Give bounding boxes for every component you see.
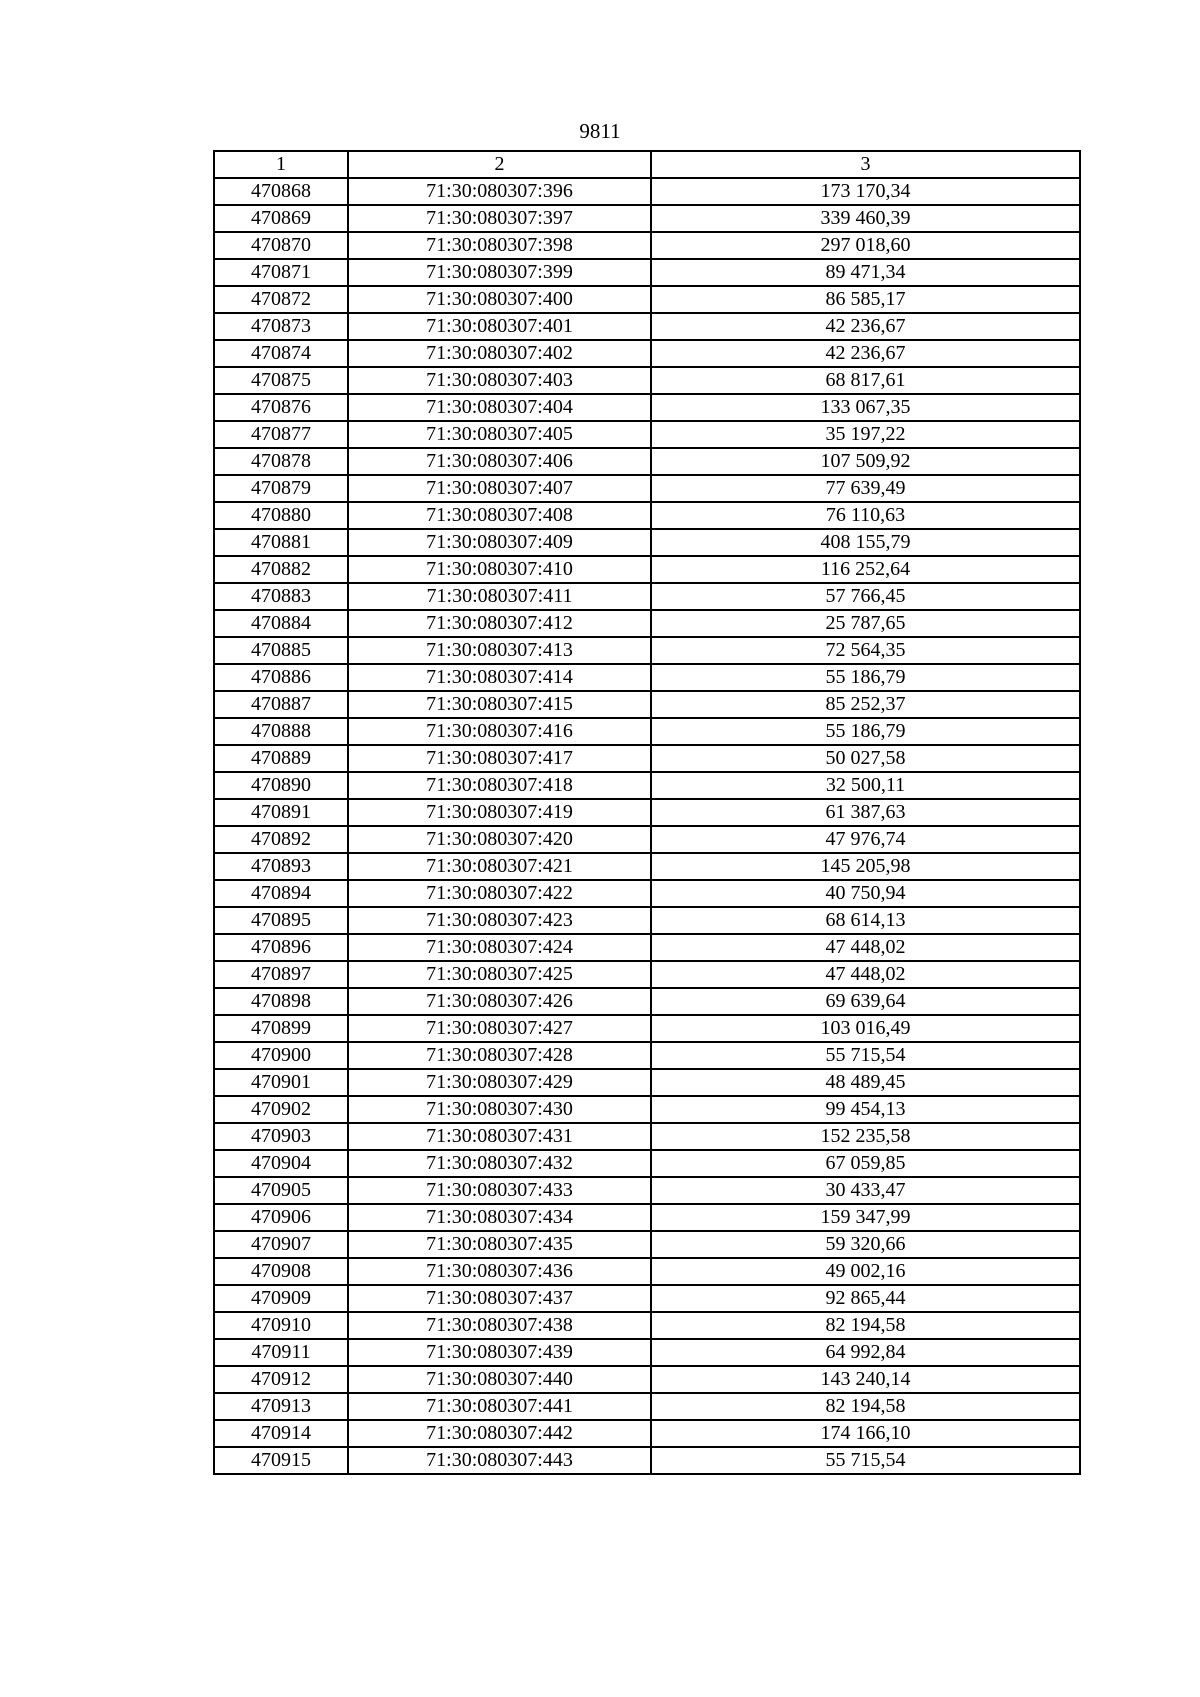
cadastral-number-cell: 71:30:080307:425 xyxy=(348,961,651,988)
row-number-cell: 470870 xyxy=(214,232,348,259)
table-row xyxy=(214,448,1080,475)
table-row xyxy=(214,1231,1080,1258)
cadastral-value-cell: 133 067,35 xyxy=(651,394,1080,421)
table-row xyxy=(214,421,1080,448)
cadastral-value-cell: 76 110,63 xyxy=(651,502,1080,529)
row-number-cell: 470912 xyxy=(214,1366,348,1393)
table-row xyxy=(214,961,1080,988)
cadastral-value-cell: 92 865,44 xyxy=(651,1285,1080,1312)
row-number-cell: 470878 xyxy=(214,448,348,475)
table-row xyxy=(214,1447,1080,1474)
row-number-cell: 470911 xyxy=(214,1339,348,1366)
table-row xyxy=(214,826,1080,853)
cadastral-number-cell: 71:30:080307:417 xyxy=(348,745,651,772)
cadastral-value-cell: 35 197,22 xyxy=(651,421,1080,448)
row-number-cell: 470874 xyxy=(214,340,348,367)
cadastral-number-cell: 71:30:080307:432 xyxy=(348,1150,651,1177)
cadastral-number-cell: 71:30:080307:437 xyxy=(348,1285,651,1312)
cadastral-value-cell: 55 186,79 xyxy=(651,664,1080,691)
cadastral-value-cell: 47 448,02 xyxy=(651,934,1080,961)
cadastral-value-cell: 64 992,84 xyxy=(651,1339,1080,1366)
table-row xyxy=(214,1096,1080,1123)
cadastral-number-cell: 71:30:080307:411 xyxy=(348,583,651,610)
table-row xyxy=(214,529,1080,556)
table-row xyxy=(214,745,1080,772)
row-number-cell: 470885 xyxy=(214,637,348,664)
page-number: 9811 xyxy=(579,119,621,143)
table-row xyxy=(214,1285,1080,1312)
row-number-cell: 470905 xyxy=(214,1177,348,1204)
cadastral-number-cell: 71:30:080307:397 xyxy=(348,205,651,232)
cadastral-number-cell: 71:30:080307:404 xyxy=(348,394,651,421)
table-row xyxy=(214,178,1080,205)
cadastral-number-cell: 71:30:080307:409 xyxy=(348,529,651,556)
cadastral-number-cell: 71:30:080307:443 xyxy=(348,1447,651,1474)
table-row xyxy=(214,610,1080,637)
row-number-cell: 470876 xyxy=(214,394,348,421)
cadastral-number-cell: 71:30:080307:412 xyxy=(348,610,651,637)
row-number-cell: 470900 xyxy=(214,1042,348,1069)
cadastral-value-cell: 82 194,58 xyxy=(651,1393,1080,1420)
table-row xyxy=(214,583,1080,610)
row-number-cell: 470873 xyxy=(214,313,348,340)
table-row xyxy=(214,1312,1080,1339)
cadastral-value-cell: 159 347,99 xyxy=(651,1204,1080,1231)
row-number-cell: 470888 xyxy=(214,718,348,745)
cadastral-value-cell: 173 170,34 xyxy=(651,178,1080,205)
table-row xyxy=(214,394,1080,421)
table-row xyxy=(214,232,1080,259)
row-number-cell: 470881 xyxy=(214,529,348,556)
table-row xyxy=(214,988,1080,1015)
table-row xyxy=(214,286,1080,313)
table-row xyxy=(214,664,1080,691)
row-number-cell: 470903 xyxy=(214,1123,348,1150)
cadastral-value-cell: 55 186,79 xyxy=(651,718,1080,745)
row-number-cell: 470872 xyxy=(214,286,348,313)
table-row xyxy=(214,259,1080,286)
cadastral-number-cell: 71:30:080307:403 xyxy=(348,367,651,394)
cadastral-number-cell: 71:30:080307:414 xyxy=(348,664,651,691)
cadastral-value-cell: 68 614,13 xyxy=(651,907,1080,934)
cadastral-number-cell: 71:30:080307:418 xyxy=(348,772,651,799)
table-row xyxy=(214,1204,1080,1231)
row-number-cell: 470887 xyxy=(214,691,348,718)
cadastral-value-cell: 85 252,37 xyxy=(651,691,1080,718)
table-body xyxy=(214,178,1080,1474)
row-number-cell: 470915 xyxy=(214,1447,348,1474)
cadastral-number-cell: 71:30:080307:439 xyxy=(348,1339,651,1366)
row-number-cell: 470882 xyxy=(214,556,348,583)
row-number-cell: 470906 xyxy=(214,1204,348,1231)
cadastral-value-cell: 89 471,34 xyxy=(651,259,1080,286)
cadastral-value-cell: 48 489,45 xyxy=(651,1069,1080,1096)
cadastral-value-table xyxy=(213,150,1081,1475)
cadastral-value-cell: 152 235,58 xyxy=(651,1123,1080,1150)
table-row xyxy=(214,1393,1080,1420)
row-number-cell: 470871 xyxy=(214,259,348,286)
cadastral-number-cell: 71:30:080307:408 xyxy=(348,502,651,529)
cadastral-number-cell: 71:30:080307:405 xyxy=(348,421,651,448)
cadastral-value-cell: 61 387,63 xyxy=(651,799,1080,826)
cadastral-value-cell: 408 155,79 xyxy=(651,529,1080,556)
cadastral-number-cell: 71:30:080307:438 xyxy=(348,1312,651,1339)
cadastral-number-cell: 71:30:080307:431 xyxy=(348,1123,651,1150)
table-row xyxy=(214,772,1080,799)
row-number-cell: 470909 xyxy=(214,1285,348,1312)
cadastral-value-cell: 55 715,54 xyxy=(651,1447,1080,1474)
table-row xyxy=(214,1258,1080,1285)
table-row xyxy=(214,1015,1080,1042)
column-header-1: 1 xyxy=(214,151,348,178)
table-row xyxy=(214,1420,1080,1447)
row-number-cell: 470895 xyxy=(214,907,348,934)
row-number-cell: 470875 xyxy=(214,367,348,394)
table-row xyxy=(214,1150,1080,1177)
table-row xyxy=(214,502,1080,529)
cadastral-number-cell: 71:30:080307:434 xyxy=(348,1204,651,1231)
cadastral-value-cell: 99 454,13 xyxy=(651,1096,1080,1123)
cadastral-value-cell: 25 787,65 xyxy=(651,610,1080,637)
column-header-3: 3 xyxy=(651,151,1080,178)
row-number-cell: 470879 xyxy=(214,475,348,502)
cadastral-number-cell: 71:30:080307:440 xyxy=(348,1366,651,1393)
cadastral-number-cell: 71:30:080307:413 xyxy=(348,637,651,664)
cadastral-number-cell: 71:30:080307:424 xyxy=(348,934,651,961)
cadastral-value-cell: 297 018,60 xyxy=(651,232,1080,259)
cadastral-value-cell: 116 252,64 xyxy=(651,556,1080,583)
table-row xyxy=(214,1069,1080,1096)
header-row xyxy=(214,151,1080,178)
table-row xyxy=(214,1339,1080,1366)
table-row xyxy=(214,799,1080,826)
cadastral-number-cell: 71:30:080307:419 xyxy=(348,799,651,826)
cadastral-value-cell: 40 750,94 xyxy=(651,880,1080,907)
row-number-cell: 470880 xyxy=(214,502,348,529)
table-row xyxy=(214,853,1080,880)
row-number-cell: 470897 xyxy=(214,961,348,988)
table-row xyxy=(214,907,1080,934)
table-row xyxy=(214,205,1080,232)
row-number-cell: 470890 xyxy=(214,772,348,799)
cadastral-number-cell: 71:30:080307:426 xyxy=(348,988,651,1015)
table-row xyxy=(214,367,1080,394)
cadastral-value-cell: 145 205,98 xyxy=(651,853,1080,880)
table-row xyxy=(214,1123,1080,1150)
cadastral-number-cell: 71:30:080307:402 xyxy=(348,340,651,367)
row-number-cell: 470868 xyxy=(214,178,348,205)
cadastral-number-cell: 71:30:080307:435 xyxy=(348,1231,651,1258)
cadastral-number-cell: 71:30:080307:428 xyxy=(348,1042,651,1069)
cadastral-value-cell: 339 460,39 xyxy=(651,205,1080,232)
cadastral-value-cell: 55 715,54 xyxy=(651,1042,1080,1069)
row-number-cell: 470901 xyxy=(214,1069,348,1096)
row-number-cell: 470889 xyxy=(214,745,348,772)
cadastral-number-cell: 71:30:080307:396 xyxy=(348,178,651,205)
cadastral-value-cell: 174 166,10 xyxy=(651,1420,1080,1447)
cadastral-value-cell: 143 240,14 xyxy=(651,1366,1080,1393)
cadastral-value-cell: 68 817,61 xyxy=(651,367,1080,394)
row-number-cell: 470899 xyxy=(214,1015,348,1042)
cadastral-value-cell: 67 059,85 xyxy=(651,1150,1080,1177)
cadastral-number-cell: 71:30:080307:406 xyxy=(348,448,651,475)
row-number-cell: 470898 xyxy=(214,988,348,1015)
cadastral-number-cell: 71:30:080307:436 xyxy=(348,1258,651,1285)
cadastral-number-cell: 71:30:080307:398 xyxy=(348,232,651,259)
cadastral-value-cell: 107 509,92 xyxy=(651,448,1080,475)
cadastral-value-cell: 30 433,47 xyxy=(651,1177,1080,1204)
row-number-cell: 470894 xyxy=(214,880,348,907)
row-number-cell: 470907 xyxy=(214,1231,348,1258)
cadastral-number-cell: 71:30:080307:420 xyxy=(348,826,651,853)
table-row xyxy=(214,475,1080,502)
row-number-cell: 470869 xyxy=(214,205,348,232)
row-number-cell: 470893 xyxy=(214,853,348,880)
cadastral-value-cell: 47 448,02 xyxy=(651,961,1080,988)
cadastral-value-cell: 42 236,67 xyxy=(651,340,1080,367)
row-number-cell: 470877 xyxy=(214,421,348,448)
row-number-cell: 470883 xyxy=(214,583,348,610)
cadastral-value-cell: 77 639,49 xyxy=(651,475,1080,502)
cadastral-value-cell: 59 320,66 xyxy=(651,1231,1080,1258)
cadastral-value-cell: 57 766,45 xyxy=(651,583,1080,610)
cadastral-value-cell: 103 016,49 xyxy=(651,1015,1080,1042)
row-number-cell: 470896 xyxy=(214,934,348,961)
cadastral-value-cell: 72 564,35 xyxy=(651,637,1080,664)
table-row xyxy=(214,1366,1080,1393)
cadastral-value-cell: 82 194,58 xyxy=(651,1312,1080,1339)
row-number-cell: 470913 xyxy=(214,1393,348,1420)
cadastral-number-cell: 71:30:080307:407 xyxy=(348,475,651,502)
table-row xyxy=(214,556,1080,583)
cadastral-value-cell: 69 639,64 xyxy=(651,988,1080,1015)
row-number-cell: 470886 xyxy=(214,664,348,691)
row-number-cell: 470910 xyxy=(214,1312,348,1339)
cadastral-number-cell: 71:30:080307:433 xyxy=(348,1177,651,1204)
table-row xyxy=(214,691,1080,718)
table-row xyxy=(214,637,1080,664)
cadastral-number-cell: 71:30:080307:410 xyxy=(348,556,651,583)
cadastral-number-cell: 71:30:080307:430 xyxy=(348,1096,651,1123)
cadastral-value-cell: 50 027,58 xyxy=(651,745,1080,772)
row-number-cell: 470891 xyxy=(214,799,348,826)
cadastral-number-cell: 71:30:080307:421 xyxy=(348,853,651,880)
cadastral-number-cell: 71:30:080307:416 xyxy=(348,718,651,745)
column-header-2: 2 xyxy=(348,151,651,178)
row-number-cell: 470904 xyxy=(214,1150,348,1177)
row-number-cell: 470902 xyxy=(214,1096,348,1123)
row-number-cell: 470914 xyxy=(214,1420,348,1447)
cadastral-number-cell: 71:30:080307:442 xyxy=(348,1420,651,1447)
cadastral-number-cell: 71:30:080307:399 xyxy=(348,259,651,286)
cadastral-value-cell: 42 236,67 xyxy=(651,313,1080,340)
cadastral-value-cell: 47 976,74 xyxy=(651,826,1080,853)
cadastral-number-cell: 71:30:080307:441 xyxy=(348,1393,651,1420)
cadastral-value-cell: 86 585,17 xyxy=(651,286,1080,313)
cadastral-number-cell: 71:30:080307:423 xyxy=(348,907,651,934)
table-row xyxy=(214,718,1080,745)
table-row xyxy=(214,934,1080,961)
table-header xyxy=(214,151,1080,178)
cadastral-number-cell: 71:30:080307:422 xyxy=(348,880,651,907)
table-row xyxy=(214,1042,1080,1069)
cadastral-number-cell: 71:30:080307:401 xyxy=(348,313,651,340)
cadastral-number-cell: 71:30:080307:415 xyxy=(348,691,651,718)
table-row xyxy=(214,1177,1080,1204)
cadastral-number-cell: 71:30:080307:400 xyxy=(348,286,651,313)
table-row xyxy=(214,313,1080,340)
table-row xyxy=(214,340,1080,367)
row-number-cell: 470908 xyxy=(214,1258,348,1285)
cadastral-number-cell: 71:30:080307:427 xyxy=(348,1015,651,1042)
row-number-cell: 470892 xyxy=(214,826,348,853)
cadastral-number-cell: 71:30:080307:429 xyxy=(348,1069,651,1096)
cadastral-value-cell: 49 002,16 xyxy=(651,1258,1080,1285)
cadastral-value-cell: 32 500,11 xyxy=(651,772,1080,799)
row-number-cell: 470884 xyxy=(214,610,348,637)
table-row xyxy=(214,880,1080,907)
